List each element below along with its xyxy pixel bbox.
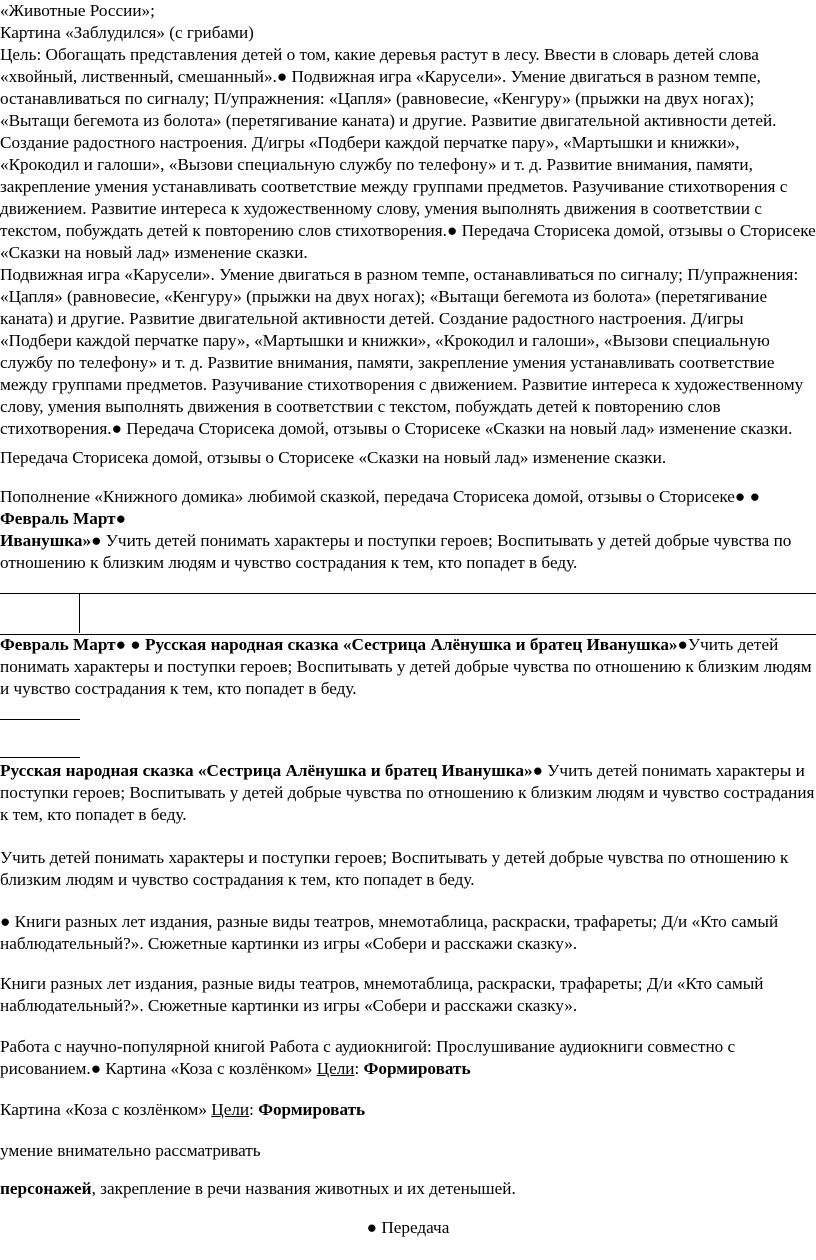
- paragraph-books: Книги разных лет издания, разные виды театров, мнемотаблица, раскраски, трафареты; Д/и «Кто самый наблюдательный?». Сюжетные картинки из игры «Собери и расскажи сказку».: [0, 974, 764, 1015]
- paragraph-games: Подвижная игра «Карусели». Умение двигаться в разном темпе, останавливаться по сигналу; П/упражнения: «Цапля» (равновесие, «Кенгуру» (прыжки на двух ногах); «Вытащи бегемота из болота» (перетягивание каната) и другие. Развитие двигательной активности детей. Создание радостного настроения. Д/игры «Подбери каждой перчатке пару», «Мартышки и книжки», «Крокодил и галоши», «Вызови специальную службу по телефону» и т. д. Развитие внимания, памяти, закрепление умения устанавливать соответствие между группами предметов. Разучивание стихотворения с движением. Развитие интереса к художественному слову, умения выполнять движения в соответствии с текстом, побуждать детей к повторению слов стихотворения.● Передача Сторисека домой, отзывы о Сторисеке «Сказки на новый лад» изменение сказки.: [0, 265, 804, 438]
- paragraph-transfer: Передача Сторисека домой, отзывы о Сторисеке «Сказки на новый лад» изменение сказки.: [0, 448, 667, 467]
- tale-name-tail: Иванушка»●: [0, 531, 102, 550]
- february-tale-goal: Учить детей понимать характеры и поступки героев; Воспитывать у детей добрые чувства по отношению к близким людям и чувство сострадания к тем, кто попадет в беду.: [0, 635, 812, 698]
- paragraph-characters: [0, 1178, 816, 1200]
- month-label: Февраль Март●: [0, 509, 126, 528]
- characters-word: персонажей: [0, 1179, 92, 1198]
- line-animals: «Животные России»;: [0, 1, 155, 20]
- colon-2: :: [249, 1100, 259, 1119]
- form-word: Формировать: [363, 1059, 471, 1078]
- paragraph-goat: [0, 1099, 816, 1121]
- goat-text: Картина «Коза с козлёнком»: [0, 1100, 212, 1119]
- book-house-text: Пополнение «Книжного домика» любимой сказкой, передача Сторисека домой, отзывы о Сторисеке● ●: [0, 487, 760, 506]
- paragraph-tale: [0, 760, 816, 826]
- paragraph-last: ● Передача: [366, 1218, 450, 1237]
- table-row: [0, 593, 816, 635]
- characters-rest: , закрепление в речи названия животных и их детенышей.: [91, 1179, 516, 1198]
- february-tale-title: Февраль Март● ● Русская народная сказка «Сестрица Алёнушка и братец Иванушка»●: [0, 635, 688, 654]
- paragraph-intro: [0, 0, 816, 264]
- paragraph-book-house: [0, 486, 816, 574]
- line-picture: Картина «Заблудился» (с грибами): [0, 23, 254, 42]
- table-cell-divider: [79, 593, 80, 633]
- paragraph-february: [0, 634, 816, 700]
- colon: :: [354, 1059, 364, 1078]
- paragraph-skill: умение внимательно рассматривать: [0, 1141, 261, 1160]
- goals-link-2: Цели: [211, 1100, 250, 1119]
- work-text: Работа с научно-популярной книгой Работа с аудиокнигой: Прослушивание аудиокниги совместно с рисованием.● Картина «Коза с козлёнком»: [0, 1037, 736, 1078]
- form-word-2: Формировать: [258, 1100, 366, 1119]
- paragraph-teach: Учить детей понимать характеры и поступки героев; Воспитывать у детей добрые чувства по отношению к близким людям и чувство сострадания к тем, кто попадет в беду.: [0, 848, 789, 889]
- goal-text: Цель: Обогащать представления детей о том, какие деревья растут в лесу. Ввести в словарь детей слова «хвойный, лиственный, смешанный».● Подвижная игра «Карусели». Умение двигаться в разном темпе, останавливаться по сигналу; П/упражнения: «Цапля» (равновесие, «Кенгуру» (прыжки на двух ногах); «Вытащи бегемота из болота» (перетягивание каната) и другие. Развитие двигательной активности детей. Создание радостного настроения. Д/игры «Подбери каждой перчатке пару», «Мартышки и книжки», «Крокодил и галоши», «Вызови специальную службу по телефону» и т. д. Развитие внимания, памяти, закрепление умения устанавливать соответствие между группами предметов. Разучивание стихотворения с движением. Развитие интереса к художественному слову, умения выполнять движения в соответствии с текстом, побуждать детей к повторению слов стихотворения.● Передача Сторисека домой, отзывы о Сторисеке «Сказки на новый лад» изменение сказки.: [0, 45, 816, 262]
- tale-title: Русская народная сказка «Сестрица Алёнушка и братец Иванушка»●: [0, 761, 543, 780]
- goals-link: Цели: [316, 1059, 355, 1078]
- tale-goal: Учить детей понимать характеры и поступки героев; Воспитывать у детей добрые чувства по отношению к близким людям и чувство сострадания к тем, кто попадет в беду.: [0, 761, 815, 824]
- paragraph-work: [0, 1036, 816, 1080]
- footnote-rule-2: [0, 757, 80, 758]
- book-house-rest: Учить детей понимать характеры и поступки героев; Воспитывать у детей добрые чувства по отношению к близким людям и чувство сострадания к тем, кто попадет в беду.: [0, 531, 792, 572]
- paragraph-books-bullet: ● Книги разных лет издания, разные виды театров, мнемотаблица, раскраски, трафареты; Д/и «Кто самый наблюдательный?». Сюжетные картинки из игры «Собери и расскажи сказку».: [0, 912, 779, 953]
- footnote-rule: [0, 719, 80, 720]
